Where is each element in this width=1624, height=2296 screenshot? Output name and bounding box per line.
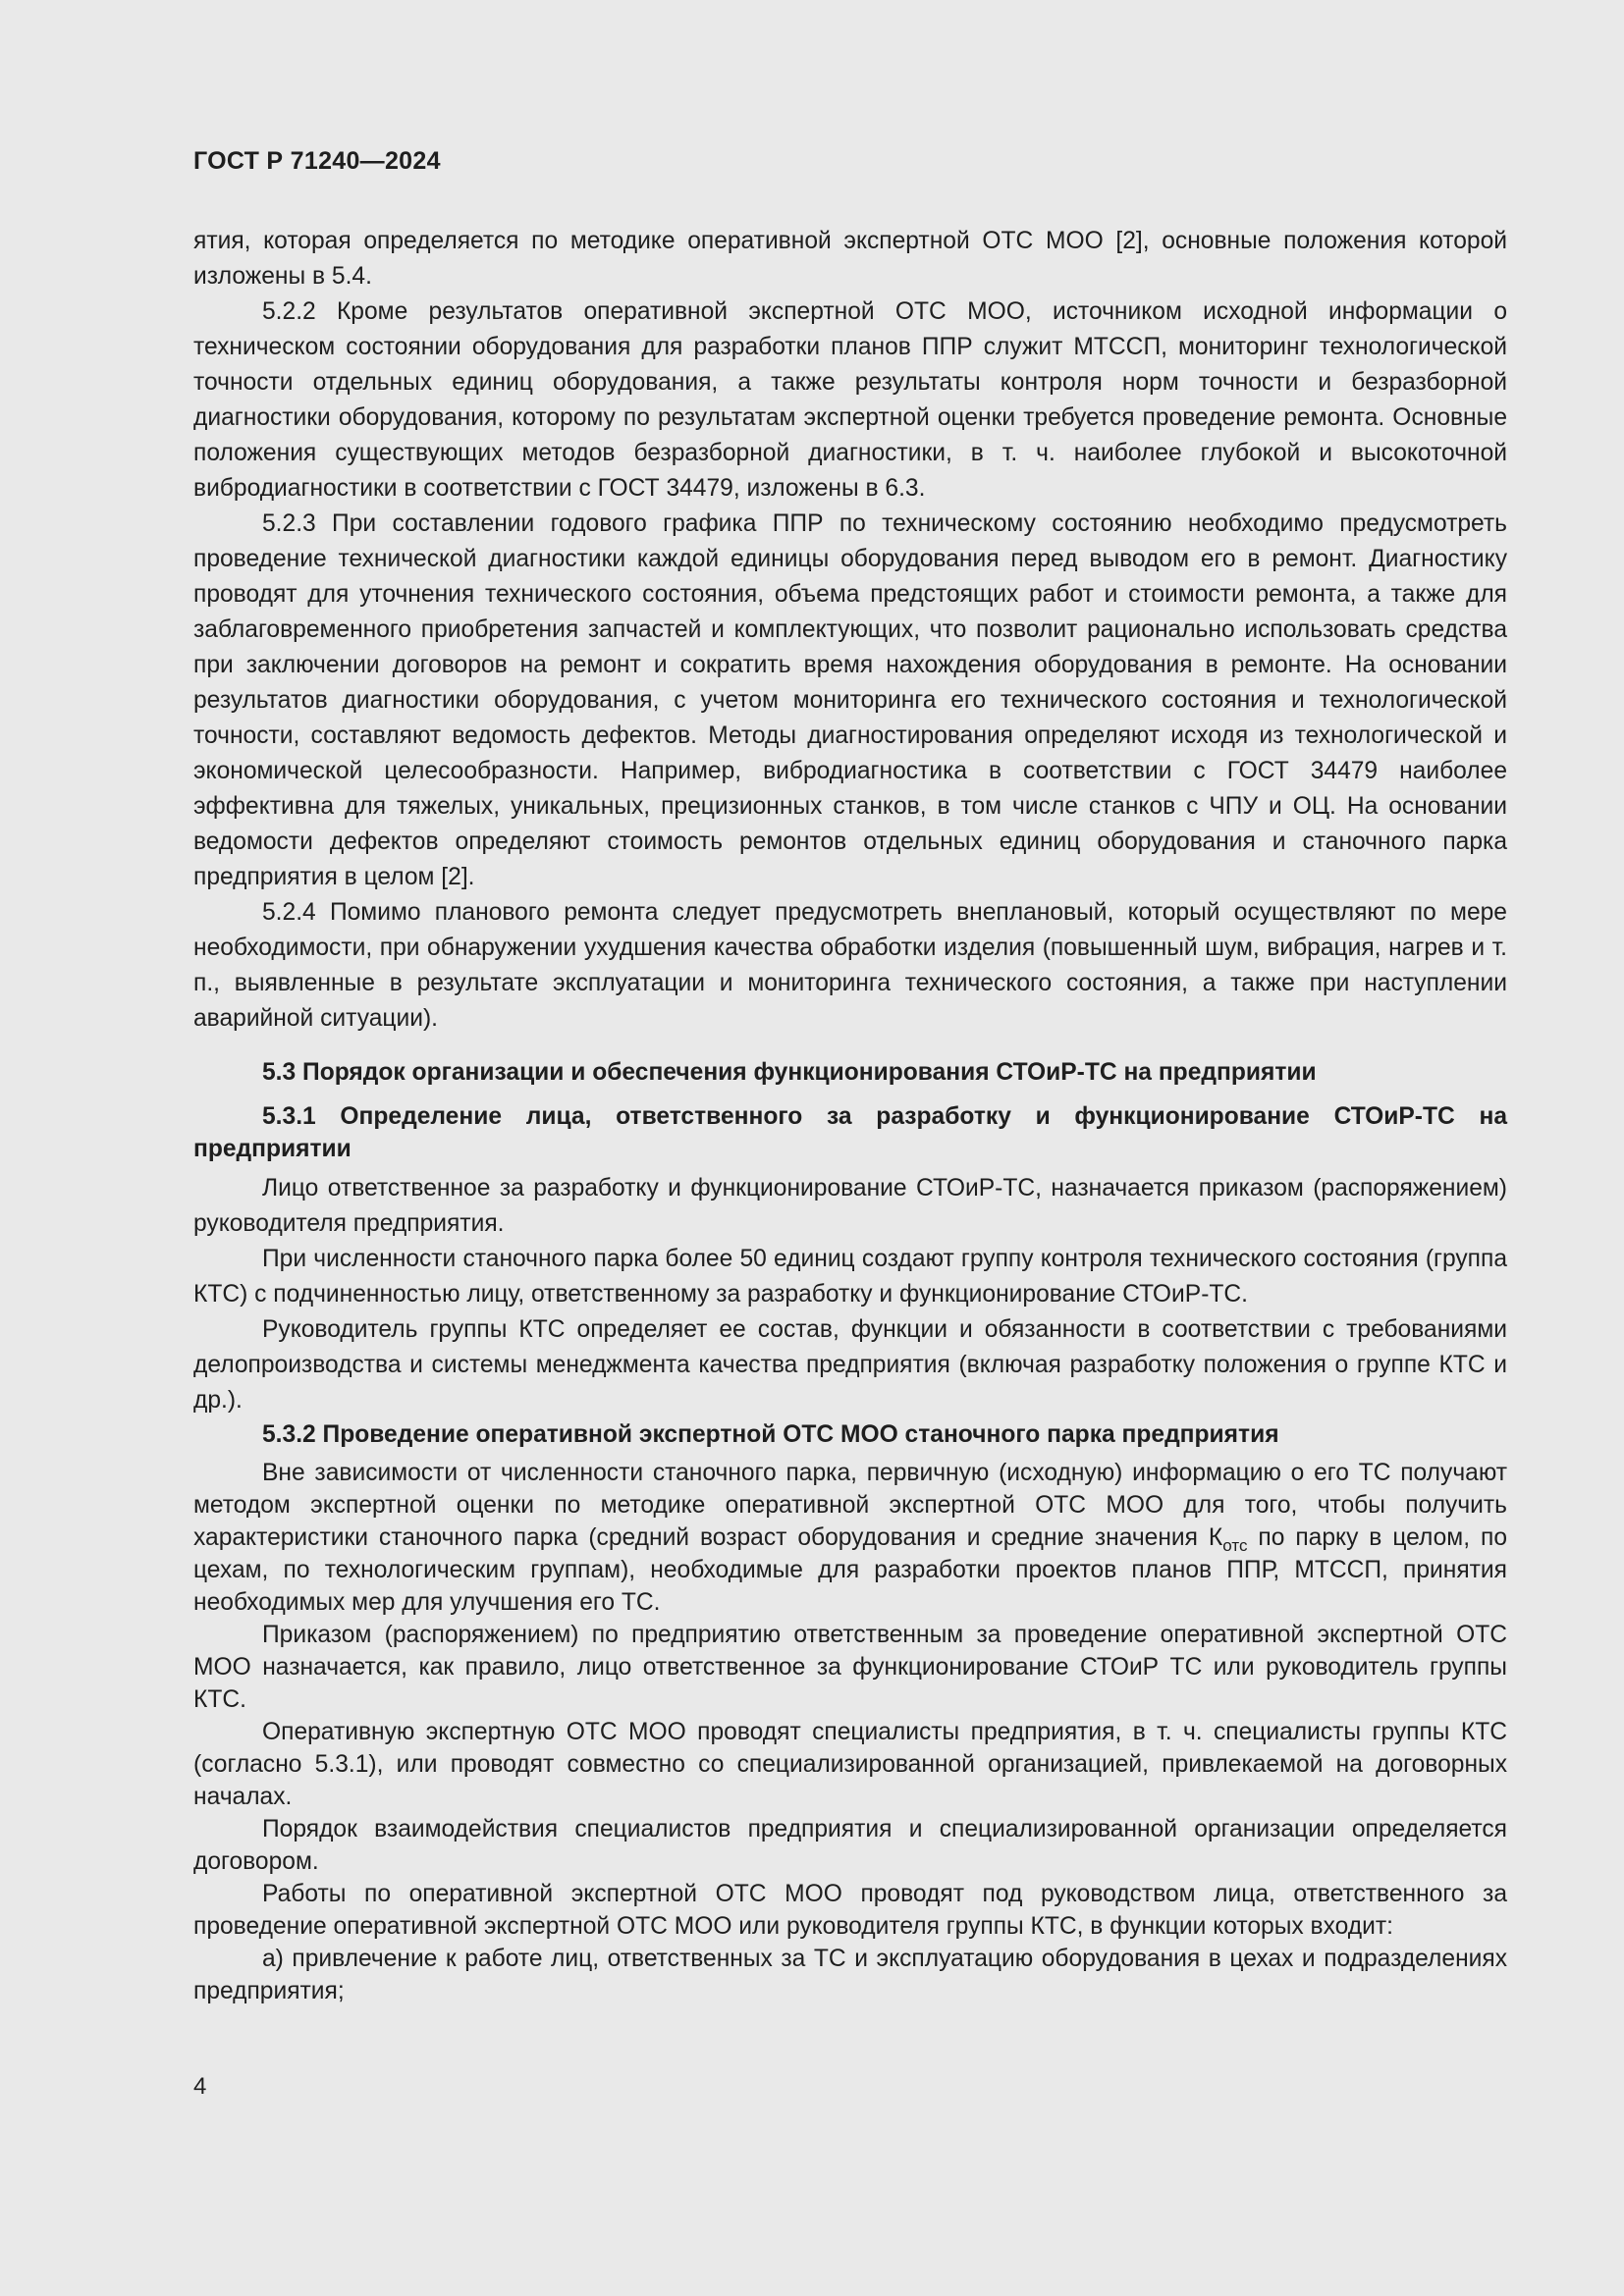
subscript-ots: отс	[1222, 1535, 1248, 1555]
paragraph-5-2-2: 5.2.2 Кроме результатов оперативной экспертной ОТС МОО, источником исходной информации о техническом состоянии оборудования для разработки планов ППР служит МТССП, мониторинг технологической точности отдельных единиц оборудования, а также результаты контроля норм точности и безразборной диагностики оборудования, которому по результатам экспертной оценки требуется проведение ремонта. Основные положения существующих методов безразборной диагностики, в т. ч. наиболее глубокой и высокоточной вибродиагностики в соответствии с ГОСТ 34479, изложены в 6.3.	[193, 298, 1507, 502]
text-fragment: Вне зависимости от численности станочного парка, первичную (исходную) информацию о его ТС получают методом экспертной оценки по методике оперативной экспертной ОТС МОО для того, чтобы получить характеристики станочного парка (средний возраст оборудования и средние значения К	[193, 1460, 1507, 1551]
page-number: 4	[193, 2073, 207, 2100]
paragraph-kts-group: При численности станочного парка более 50 единиц создают группу контроля технического состояния (группа КТС) с подчиненностью лицу, ответственному за разработку и функционирование СТОиР-ТС.	[193, 1246, 1507, 1308]
paragraph-5-2-3: 5.2.3 При составлении годового графика ППР по техническому состоянию необходимо предусмотреть проведение технической диагностики каждой единицы оборудования перед выводом его в ремонт. Диагностику проводят для уточнения технического состояния, объема предстоящих работ и стоимости ремонта, а также для заблаговременного приобретения запчастей и комплектующих, что позволит рационально использовать средства при заключении договоров на ремонт и сократить время нахождения оборудования в ремонте. На основании результатов диагностики оборудования, с учетом мониторинга его технического состояния и технологической точности, составляют ведомость дефектов. Методы диагностирования определяют исходя из технологической и экономической целесообразности. Например, вибродиагностика в соответствии с ГОСТ 34479 наиболее эффективна для тяжелых, уникальных, прецизионных станков, в том числе станков с ЧПУ и ОЦ. На основании ведомости дефектов определяют стоимость ремонтов отдельных единиц оборудования и станочного парка предприятия в целом [2].	[193, 510, 1507, 890]
subsection-heading-5-3-1: 5.3.1 Определение лица, ответственного за разработку и функционирование СТОиР-ТС на предприятии	[193, 1103, 1507, 1162]
paragraph-responsible-person: Лицо ответственное за разработку и функционирование СТОиР-ТС, назначается приказом (распоряжением) руководителя предприятия.	[193, 1175, 1507, 1237]
paragraph-order: Приказом (распоряжением) по предприятию ответственным за проведение оперативной экспертной ОТС МОО назначается, как правило, лицо ответственное за функционирование СТОиР ТС или руководитель группы КТС.	[193, 1622, 1507, 1713]
paragraph-specialists: Оперативную экспертную ОТС МОО проводят специалисты предприятия, в т. ч. специалисты группы КТС (согласно 5.3.1), или проводят совместно со специализированной организацией, привлекаемой на договорных началах.	[193, 1719, 1507, 1810]
list-item-a: а) привлечение к работе лиц, ответственных за ТС и эксплуатацию оборудования в цехах и подразделениях предприятия;	[193, 1946, 1507, 2004]
paragraph-kts-head: Руководитель группы КТС определяет ее состав, функции и обязанности в соответствии с требованиями делопроизводства и системы менеджмента качества предприятия (включая разработку положения о группе КТС и др.).	[193, 1316, 1507, 1414]
page-body	[193, 224, 1507, 2007]
text-fragment: по парку в целом, по цехам, по технологическим группам), необходимые для разработки проектов планов ППР, МТССП, принятия необходимых мер для улучшения его ТС.	[193, 1524, 1507, 1616]
section-heading-5-3: 5.3 Порядок организации и обеспечения функционирования СТОиР-ТС на предприятии	[262, 1059, 1317, 1086]
paragraph-initial-information	[193, 1457, 1507, 1619]
paragraph-works: Работы по оперативной экспертной ОТС МОО проводят под руководством лица, ответственного за проведение оперативной экспертной ОТС МОО или руководителя группы КТС, в функции которых входит:	[193, 1881, 1507, 1940]
subsection-heading-5-3-2: 5.3.2 Проведение оперативной экспертной ОТС МОО станочного парка предприятия	[262, 1421, 1279, 1448]
paragraph-interaction: Порядок взаимодействия специалистов предприятия и специализированной организации определяется договором.	[193, 1816, 1507, 1875]
document-code-header: ГОСТ Р 71240—2024	[193, 147, 441, 175]
paragraph-continuation: ятия, которая определяется по методике оперативной экспертной ОТС МОО [2], основные положения которой изложены в 5.4.	[193, 228, 1507, 290]
paragraph-5-2-4: 5.2.4 Помимо планового ремонта следует предусмотреть внеплановый, который осуществляют по мере необходимости, при обнаружении ухудшения качества обработки изделия (повышенный шум, вибрация, нагрев и т. п., выявленные в результате эксплуатации и мониторинга технического состояния, а также при наступлении аварийной ситуации).	[193, 899, 1507, 1032]
